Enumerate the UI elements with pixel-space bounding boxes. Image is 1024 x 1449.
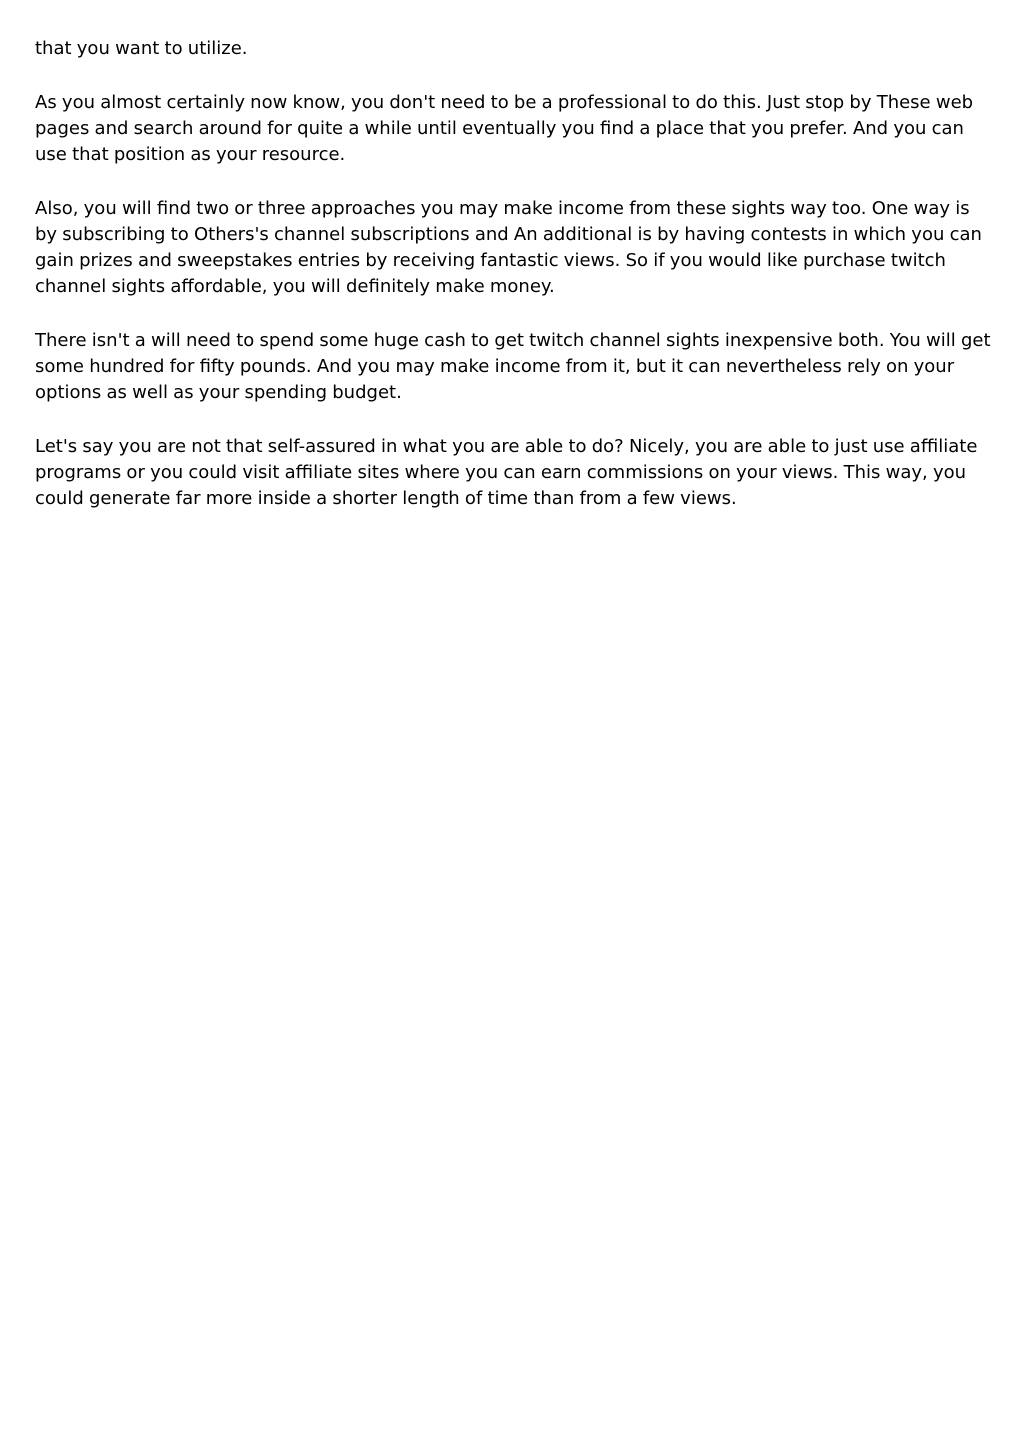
paragraph-1: that you want to utilize.	[35, 38, 248, 59]
paragraph-4: There isn't a will need to spend some huge cash to get twitch channel sights inexpensive both. You will get some hundred for fifty pounds. And you may make income from it, but it can nevertheless rely on your options as well as your spending budget.	[35, 330, 991, 403]
paragraph-5: Let's say you are not that self-assured in what you are able to do? Nicely, you are able to just use affiliate programs or you could visit affiliate sites where you can earn commissions on your views. This way, you could generate far more inside a shorter length of time than from a few views.	[35, 436, 978, 509]
paragraph-2: As you almost certainly now know, you don't need to be a professional to do this. Just stop by These web pages and search around for quite a while until eventually you find a place that you prefer. And you can use that position as your resource.	[35, 92, 974, 165]
document-body	[35, 36, 995, 540]
paragraph-3: Also, you will find two or three approaches you may make income from these sights way too. One way is by subscribing to Others's channel subscriptions and An additional is by having contests in which you can gain prizes and sweepstakes entries by receiving fantastic views. So if you would like purchase twitch channel sights affordable, you will definitely make money.	[35, 198, 982, 297]
